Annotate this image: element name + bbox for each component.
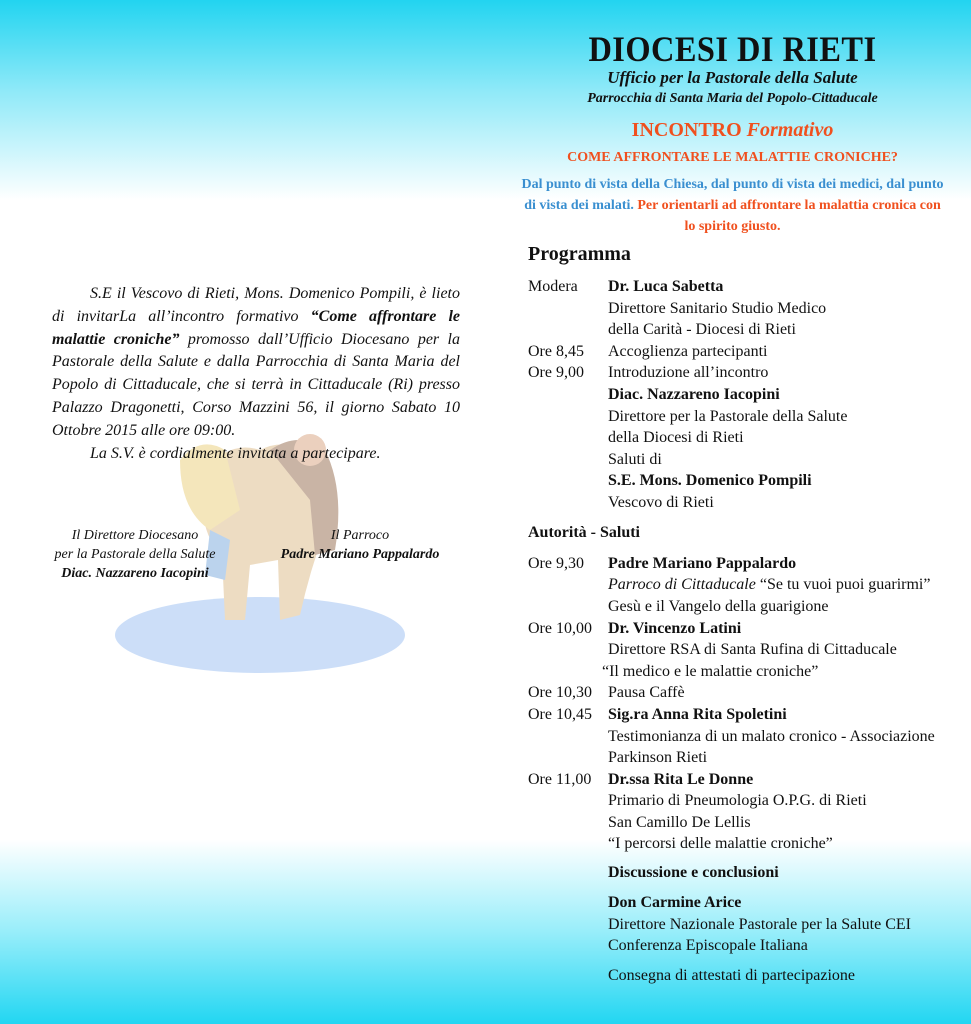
talk-title: Testimonianza di un malato cronico - Associazione — [608, 728, 935, 745]
section-heading: Discussione e conclusioni — [608, 864, 779, 881]
invitation-text — [52, 283, 460, 465]
signature-line: Il Direttore Diocesano — [71, 528, 199, 543]
time-label: Ore 9,00 — [528, 364, 584, 381]
time-label: Ore 9,30 — [528, 555, 584, 572]
speaker-name: Sig.ra Anna Rita Spoletini — [608, 706, 787, 723]
event-heading-main: INCONTRO — [631, 119, 742, 141]
agenda-item: Consegna di attestati di partecipazione — [608, 967, 856, 984]
talk-title: “Il medico e le malattie croniche” — [602, 663, 819, 680]
event-heading-sub: Formativo — [746, 119, 834, 141]
event-question: COME AFFRONTARE LE MALATTIE CRONICHE? — [567, 150, 898, 165]
speaker-role: Vescovo di Rieti — [608, 494, 714, 511]
speaker-role: Primario di Pneumologia O.P.G. di Rieti — [608, 792, 867, 809]
director-signature — [40, 526, 230, 583]
time-label: Ore 11,00 — [528, 771, 592, 788]
parish-priest-signature — [270, 526, 450, 564]
section-heading: Autorità - Saluti — [528, 524, 640, 541]
event-description — [520, 174, 945, 237]
agenda-item: Saluti di — [608, 451, 662, 468]
row-label: Modera — [528, 278, 578, 295]
speaker-name: S.E. Mons. Domenico Pompili — [608, 472, 812, 489]
agenda-item: Pausa Caffè — [608, 684, 685, 701]
speaker-name: Dr. Luca Sabetta — [608, 278, 724, 295]
time-label: Ore 10,00 — [528, 620, 592, 637]
signature-line: Il Parroco — [330, 528, 390, 543]
parish-subtitle: Parrocchia di Santa Maria del Popolo-Cittaducale — [587, 91, 878, 106]
talk-title: “Se tu vuoi puoi guarirmi” — [759, 576, 931, 593]
invitation-paragraph — [52, 283, 460, 443]
speaker-name: Diac. Nazzareno Iacopini — [608, 386, 780, 403]
speaker-role: Parroco di Cittaducale — [608, 576, 756, 593]
event-heading — [540, 119, 925, 142]
speaker-role: Direttore Sanitario Studio Medico — [608, 300, 827, 317]
programma-heading: Programma — [528, 243, 631, 265]
speaker-role: della Diocesi di Rieti — [608, 429, 744, 446]
talk-title: Parkinson Rieti — [608, 749, 708, 766]
speaker-role: della Carità - Diocesi di Rieti — [608, 321, 796, 338]
agenda-item: Introduzione all’incontro — [608, 364, 769, 381]
speaker-name: Don Carmine Arice — [608, 894, 742, 911]
signature-name: Padre Mariano Pappalardo — [280, 547, 440, 562]
time-label: Ore 10,45 — [528, 706, 592, 723]
speaker-role: Direttore per la Pastorale della Salute — [608, 408, 848, 425]
speaker-name: Dr.ssa Rita Le Donne — [608, 771, 754, 788]
diocese-title: DIOCESI DI RIETI — [588, 29, 877, 69]
time-label: Ore 8,45 — [528, 343, 584, 360]
description-red: Per orientarli ad affrontare la malattia cronica con lo spirito giusto. — [637, 198, 941, 234]
signature-name: Diac. Nazzareno Iacopini — [61, 566, 209, 581]
invitation-text-part: promosso dall’Ufficio Diocesano per la Pastorale della Salute e dalla Parrocchia di Santa Maria del Popolo di Cittaducale, che si terrà in Cittaducale (Ri) presso Palazzo Dragonetti, Corso Mazzini 56, il giorno Sabato 10 Ottobre 2015 alle ore 09:00. — [52, 330, 460, 439]
event-title-quote: “Come affrontare le malattie croniche” — [52, 307, 460, 348]
speaker-role: Direttore RSA di Santa Rufina di Cittaducale — [608, 641, 897, 658]
speaker-role: Direttore Nazionale Pastorale per la Salute CEI — [608, 916, 911, 933]
signature-line: per la Pastorale della Salute — [54, 547, 216, 562]
office-subtitle: Ufficio per la Pastorale della Salute — [607, 68, 858, 87]
invitation-text-part: S.E il Vescovo di Rieti, Mons. Domenico Pompili, è lieto di invitarLa all’incontro formativo — [52, 285, 460, 325]
agenda-item: Accoglienza partecipanti — [608, 343, 768, 360]
speaker-role: San Camillo De Lellis — [608, 814, 751, 831]
time-label: Ore 10,30 — [528, 684, 592, 701]
invitation-closing: La S.V. è cordialmente invitata a partecipare. — [90, 444, 381, 462]
description-blue: Dal punto di vista della Chiesa, dal punto di vista dei medici, dal punto di vista dei malati. — [521, 177, 944, 213]
speaker-name: Padre Mariano Pappalardo — [608, 555, 797, 572]
speaker-name: Dr. Vincenzo Latini — [608, 620, 742, 637]
speaker-role: Conferenza Episcopale Italiana — [608, 937, 808, 954]
talk-title: “I percorsi delle malattie croniche” — [608, 835, 833, 852]
talk-title: Gesù e il Vangelo della guarigione — [608, 598, 829, 615]
